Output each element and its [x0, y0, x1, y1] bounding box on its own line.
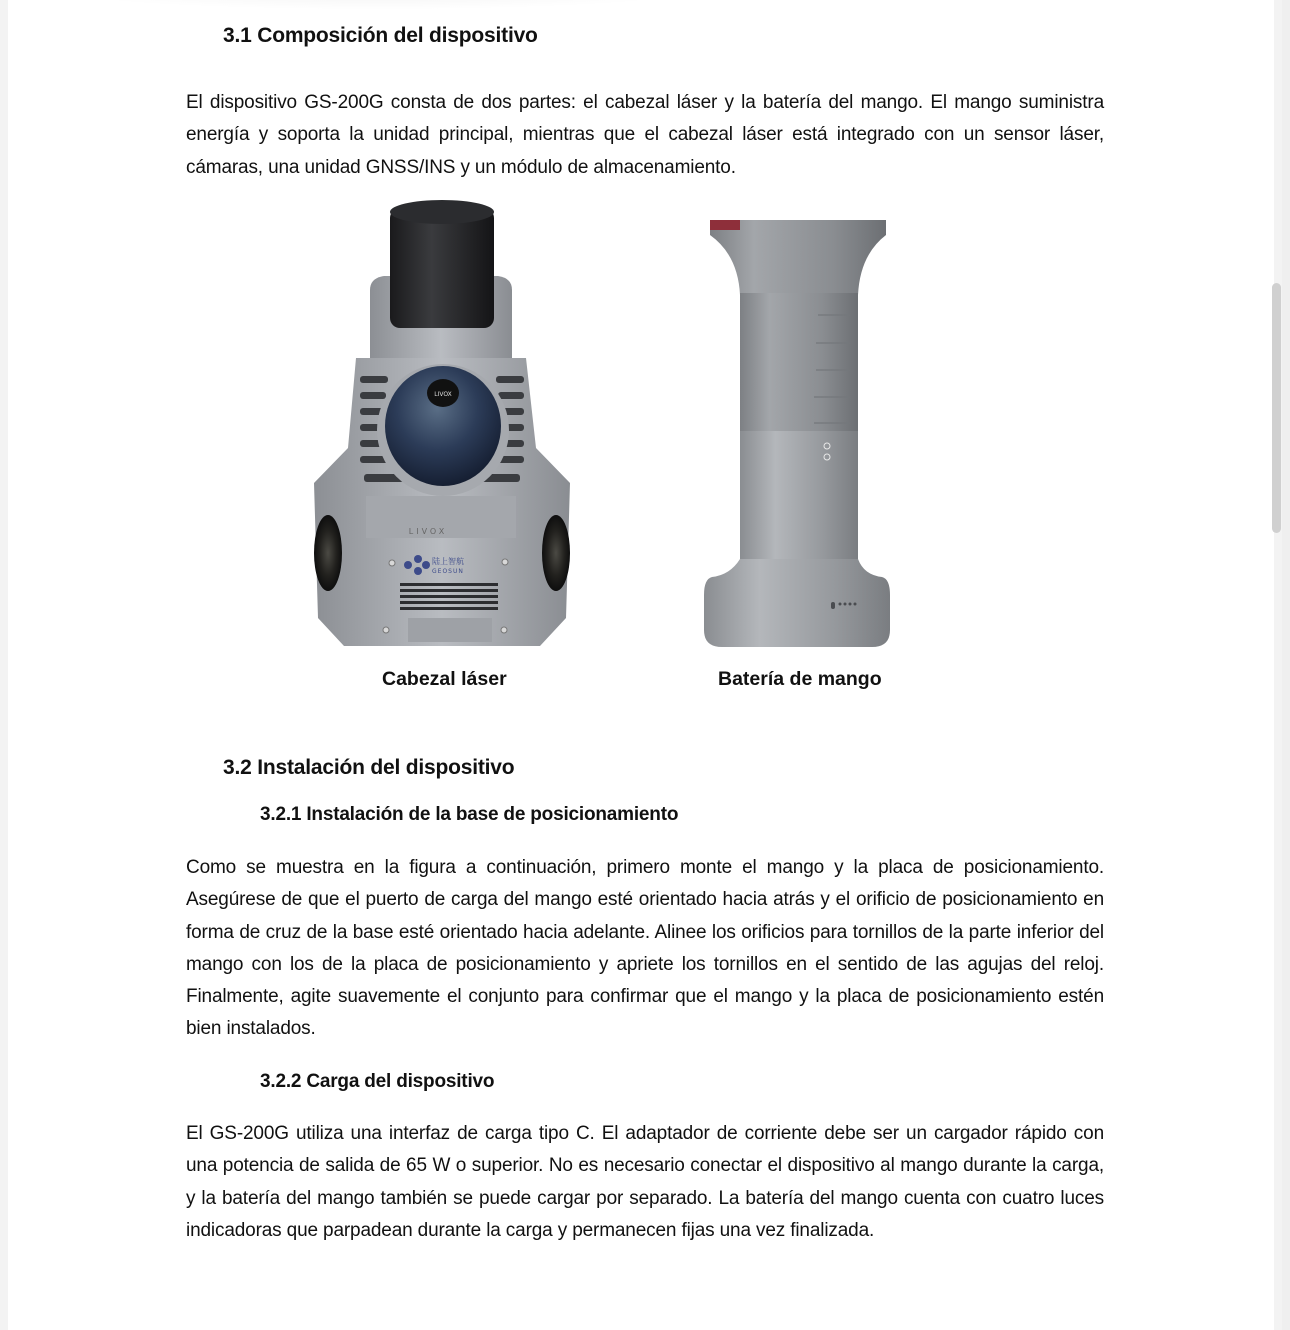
- svg-text:GEOSUN: GEOSUN: [432, 568, 464, 575]
- subsection-heading-3-2-2: 3.2.2 Carga del dispositivo: [260, 1071, 495, 1092]
- section-heading-3-1: 3.1 Composición del dispositivo: [223, 24, 538, 47]
- handle-battery-illustration: [700, 215, 895, 655]
- livox-badge-text: LIVOX: [434, 391, 452, 398]
- vertical-scrollbar-track[interactable]: [1282, 0, 1290, 1330]
- vertical-scrollbar-thumb[interactable]: [1272, 283, 1281, 533]
- handle-battery-photo: [700, 215, 895, 655]
- svg-text:LIVOX: LIVOX: [408, 527, 448, 536]
- page-top-shadow: [48, 0, 708, 10]
- paragraph-positioning-base: Como se muestra en la figura a continuación, primero monte el mango y la placa de posicionamiento. Asegúrese de que el puerto de carga del mango esté orientado hacia atrás y el orificio de posicionamiento en forma de cruz de la base esté orientado hacia adelante. Alinee los orificios para tornillos de la parte inferior del mango con los de la placa de posicionamiento y apriete los tornillos en el sentido de las agujas del reloj. Finalmente, agite suavemente el conjunto para confirmar que el mango y la placa de posicionamiento estén bien instalados.: [186, 857, 1104, 1040]
- paragraph-charging: El GS-200G utiliza una interfaz de carga tipo C. El adaptador de corriente debe ser un cargador rápido con una potencia de salida de 65 W o superior. No es necesario conectar el dispositivo al mango durante la carga, y la batería del mango también se puede cargar por separado. La batería del mango cuenta con cuatro luces indicadoras que parpadean durante la carga y permanecen fijas una vez finalizada.: [186, 1123, 1104, 1241]
- laser-head-photo: [308, 198, 573, 653]
- laser-head-illustration: [308, 198, 573, 653]
- section-heading-3-2: 3.2 Instalación del dispositivo: [223, 756, 515, 779]
- svg-text:陆上智航: 陆上智航: [432, 557, 464, 566]
- paragraph-composition: El dispositivo GS-200G consta de dos partes: el cabezal láser y la batería del mango. El mango suministra energía y soporta la unidad principal, mientras que el cabezal láser está integrado con un sensor láser, cámaras, una unidad GNSS/INS y un módulo de almacenamiento.: [186, 92, 1104, 178]
- figure-caption-handle-battery: Batería de mango: [718, 668, 882, 690]
- subsection-heading-3-2-1: 3.2.1 Instalación de la base de posicionamiento: [260, 804, 679, 825]
- figure-caption-laser-head: Cabezal láser: [382, 668, 507, 690]
